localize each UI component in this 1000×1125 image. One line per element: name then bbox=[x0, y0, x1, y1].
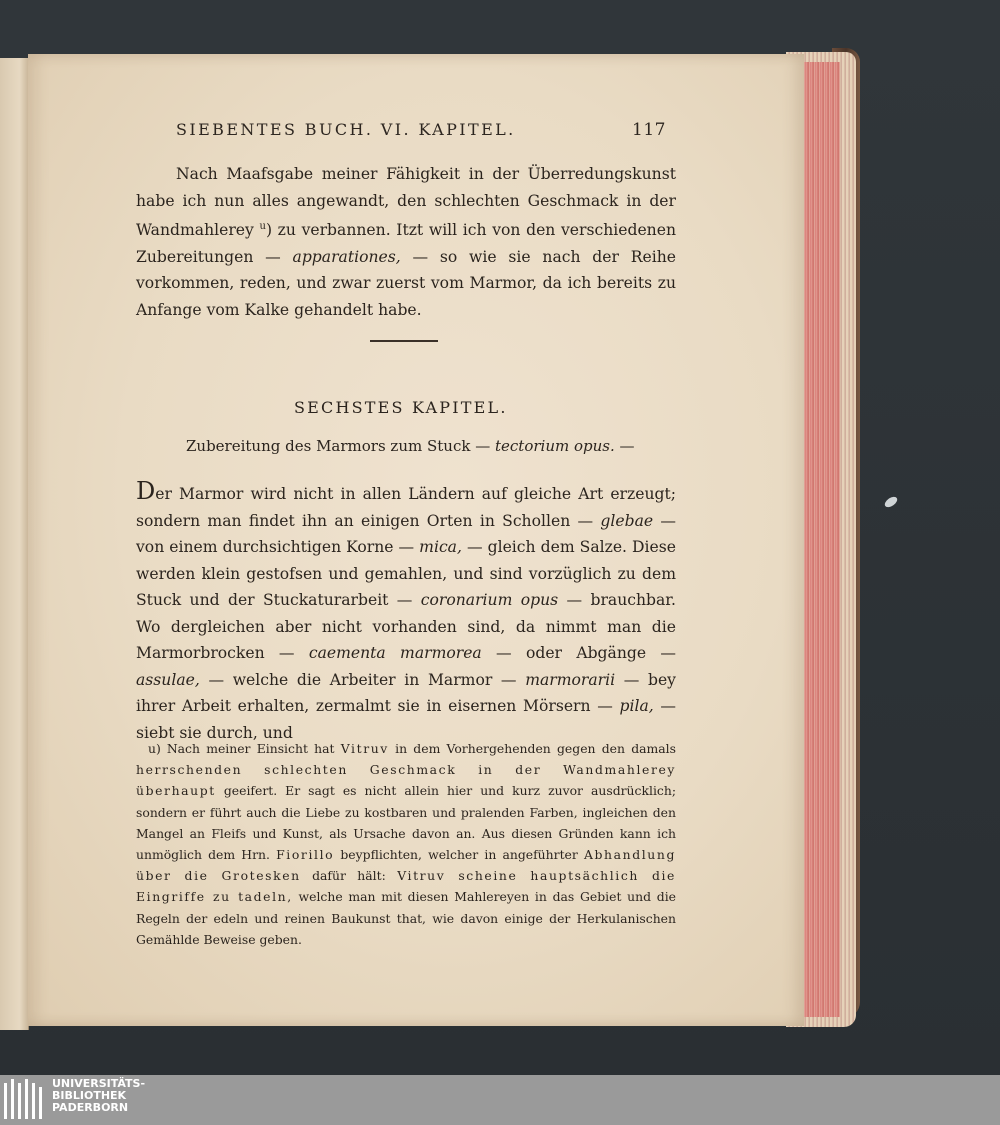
footnote-emphasis-3: Vitruv scheine hauptsächlich die Eingriffe zu tadeln, bbox=[136, 868, 676, 905]
paragraph1-latin-term: apparationes, bbox=[292, 247, 401, 266]
footnote-emphasis-2: Abhandlung über die Grotesken bbox=[136, 847, 676, 884]
latin-term-pila: pila, bbox=[619, 697, 654, 715]
section-divider-rule bbox=[370, 340, 438, 342]
running-title: SIEBENTES BUCH. VI. KAPITEL. bbox=[176, 120, 516, 139]
footnote-name-vitruv: Vitruv bbox=[340, 741, 389, 756]
paragraph1-text-a: Nach Maafsgabe meiner Fähigkeit in der Überredungskunst habe ich nun alles angewandt, den schlechten Geschmack in der Wandmahlerey bbox=[136, 165, 676, 240]
book-red-page-edge bbox=[800, 62, 840, 1017]
latin-term-glebae: glebae bbox=[600, 511, 654, 530]
library-footer-bar bbox=[0, 1075, 1000, 1125]
paragraph2-text-3: — gleich dem Salze. Diese werden klein gestofsen und gemahlen, und sind vorzüglich zu dem Stuck und der Stuckaturarbeit — bbox=[136, 538, 676, 609]
footnote-text-6: welche man mit diesen Mahlereyen in das Gebiet und die Regeln der edeln und reinen Baukunst that, wie davon einige der Herkulanischen Gemählde Beweise geben. bbox=[136, 889, 676, 947]
footnote-text-3: geeifert. Er sagt es nicht allein hier und kurz zuvor ausdrücklich; sondern er führt auch die Liebe zu kostbaren und pralenden Farben, ingleichen den Mangel an Fleifs und Kunst, als Ursache davon an. Aus diesen Gründen kann ich unmöglich dem Hrn. bbox=[136, 783, 676, 863]
chapter-title: SECHSTES KAPITEL. bbox=[294, 398, 508, 417]
chapter-subtitle bbox=[186, 437, 635, 455]
paragraph1-text-b: ) zu verbannen. Itzt will ich von den verschiedenen Zubereitungen — bbox=[136, 221, 676, 266]
chapter-subtitle-latin: tectorium opus. bbox=[494, 437, 615, 455]
footnote-text-4: beypflichten, welcher in angeführter bbox=[334, 847, 584, 863]
footnote-marker: u) bbox=[148, 741, 161, 756]
footnote-text-1: Nach meiner Einsicht hat bbox=[166, 741, 341, 756]
paragraph2-text-6: — welche die Arbeiter in Marmor — bbox=[199, 670, 526, 689]
paragraph1-text-c: — so wie sie nach der Reihe vorkommen, reden, und zwar zuerst vom Marmor, da ich bereits zu Anfange vom Kalke gehandelt habe. bbox=[136, 247, 676, 319]
footnote bbox=[136, 738, 676, 950]
latin-term-marmorarii: marmorarii bbox=[525, 670, 616, 689]
footnote-emphasis-1: herrschenden schlechten Geschmack in der Wandmahlerey überhaupt bbox=[136, 762, 676, 799]
paragraph2-text-1: er Marmor wird nicht in allen Ländern auf gleiche Art erzeugt; sondern man findet ihn an einigen Orten in Schollen — bbox=[136, 485, 676, 530]
chapter-subtitle-text: Zubereitung des Marmors zum Stuck — bbox=[186, 437, 495, 455]
latin-term-assulae: assulae, bbox=[136, 670, 200, 689]
logo-line-3: PADERBORN bbox=[52, 1101, 129, 1114]
paragraph2-text-4: — brauchbar. Wo dergleichen aber nicht vorhanden sind, da nimmt man die Marmorbrocken — bbox=[136, 591, 676, 662]
drop-cap: D bbox=[136, 477, 156, 505]
paragraph-continuation bbox=[136, 161, 676, 323]
logo-line-1: UNIVERSITÄTS- bbox=[52, 1077, 146, 1090]
latin-term-mica: mica, bbox=[419, 538, 462, 556]
latin-term-coronarium: coronarium opus bbox=[420, 591, 559, 609]
paragraph2-text-7: — bey ihrer Arbeit erhalten, zermalmt sie in eisernen Mörsern — bbox=[136, 670, 676, 715]
library-logo-text bbox=[52, 1078, 145, 1114]
page-number: 117 bbox=[632, 120, 666, 140]
footnote-name-fiorillo: Fiorillo bbox=[276, 847, 335, 863]
chapter-paragraph bbox=[136, 477, 676, 746]
left-facing-page-edge bbox=[0, 58, 29, 1030]
latin-term-caementa: caementa marmorea bbox=[308, 644, 482, 662]
chapter-subtitle-end: — bbox=[614, 437, 635, 455]
paragraph2-text-5: — oder Abgänge — bbox=[481, 644, 676, 662]
paragraph2-text-2: — von einem durchsichtigen Korne — bbox=[136, 511, 676, 556]
footnote-reference: u bbox=[259, 221, 266, 232]
library-logo-icon bbox=[2, 1077, 46, 1123]
paragraph2-text-8: — siebt sie durch, und bbox=[136, 697, 676, 742]
running-header bbox=[176, 120, 666, 140]
footnote-text-2: in dem Vorhergehenden gegen den damals bbox=[388, 741, 676, 756]
footnote-text-5: dafür hält: bbox=[300, 868, 398, 884]
logo-line-2: BIBLIOTHEK bbox=[52, 1089, 127, 1102]
